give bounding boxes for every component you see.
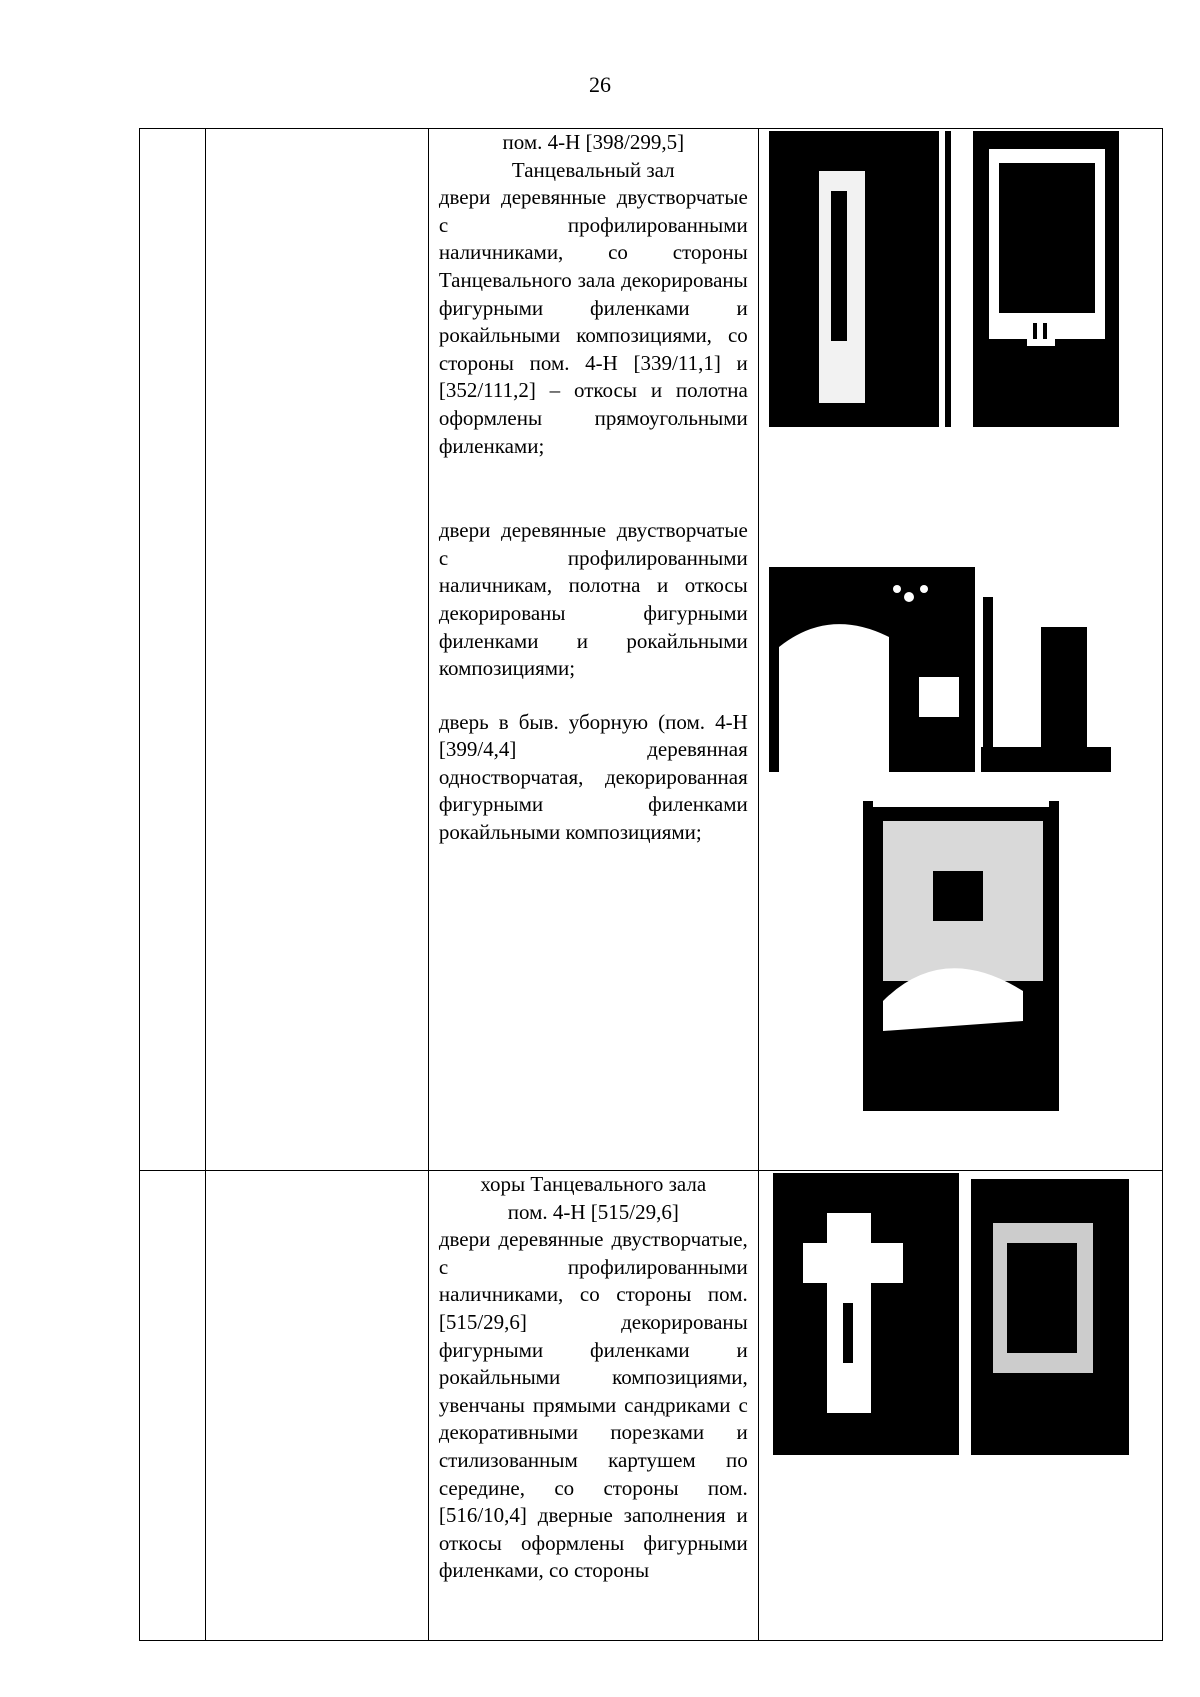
photo-cell: [758, 1171, 1162, 1641]
door-photo: [769, 131, 951, 427]
description-block: [439, 517, 748, 683]
door-photo: [973, 131, 1119, 427]
name-cell: [206, 1171, 429, 1641]
description-text: дверь в быв. уборную (пом. 4-Н [399/4,4] деревянная одностворчатая, декорированная фигурными филенками рокайльными композициями;: [438, 709, 748, 845]
table-row: [140, 1171, 1163, 1641]
description-text: двери деревянные двустворчатые, с профилированными наличниками, со стороны пом. [515/29,6] декорированы фигурными филенками и рокайльными композициями, увенчаны прямыми сандриками с декоративными порезками и стилизованным картушем по середине, со стороны пом. [516/10,4] дверные заполнения и откосы оформлены фигурными филенками, со стороны: [438, 1227, 748, 1583]
door-photo: [773, 1173, 959, 1455]
photo-cell: [758, 129, 1162, 1171]
description-block: [439, 1171, 748, 1585]
name-cell: [206, 129, 429, 1171]
hall-photo: [981, 567, 1111, 772]
document-table: [139, 128, 1163, 1641]
description-block: [439, 709, 748, 847]
description-block: [439, 129, 748, 460]
room-heading: хоры Танцевального зала: [480, 1172, 707, 1196]
room-heading: пом. 4-Н [398/299,5]: [502, 130, 685, 154]
room-heading: Танцевальный зал: [511, 157, 675, 182]
hall-photo: [769, 567, 975, 772]
description-text: двери деревянные двустворчатые с профилированными наличникам, полотна и откосы декорированы фигурными филенками и рокайльными композициями;: [438, 518, 748, 681]
table-row: [140, 129, 1163, 1171]
number-cell: [140, 1171, 206, 1641]
door-photo: [963, 1173, 1129, 1455]
door-photo: [863, 801, 1059, 1111]
room-heading: пом. 4-Н [515/29,6]: [507, 1199, 679, 1224]
page-number: 26: [589, 72, 611, 97]
description-text: двери деревянные двустворчатые с профилированными наличниками, со стороны Танцевального зала декорированы фигурными филенками и рокайльными композициями, со стороны пом. 4-Н [339/11,1] и [352/111,2] – откосы и полотна оформлены прямоугольными филенками;: [438, 185, 748, 458]
number-cell: [140, 129, 206, 1171]
description-cell: [428, 1171, 758, 1641]
description-cell: [428, 129, 758, 1171]
